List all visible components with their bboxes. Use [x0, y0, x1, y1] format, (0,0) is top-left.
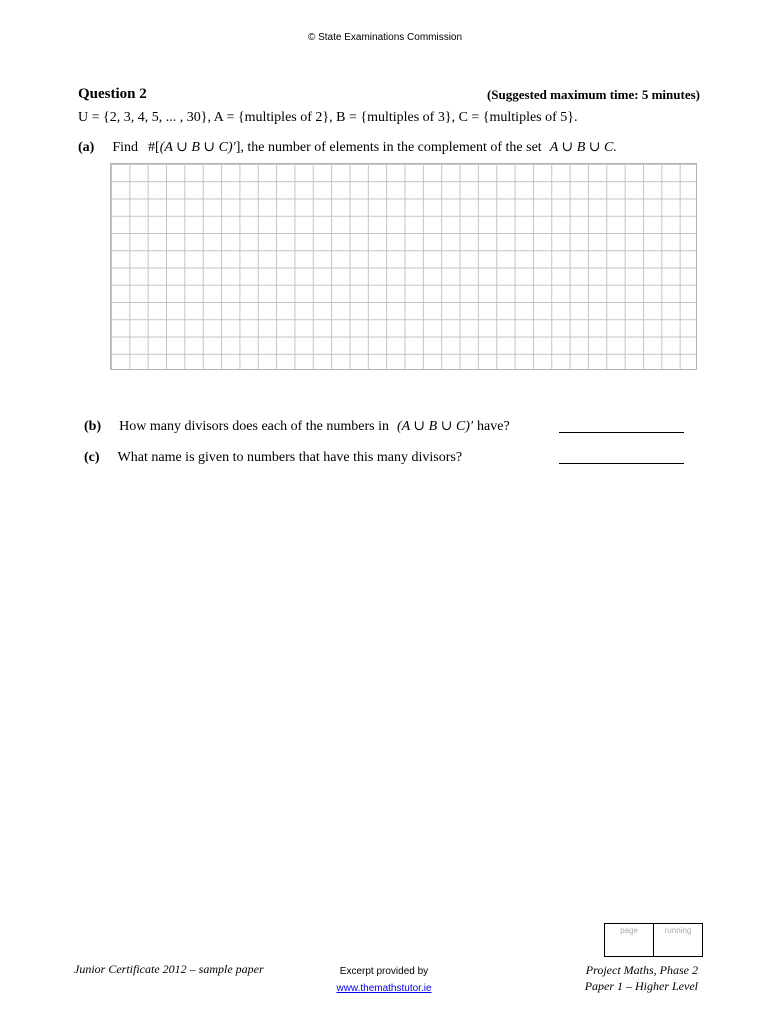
part-c-label: (c) [84, 450, 100, 465]
part-c-answer-line[interactable] [559, 463, 684, 464]
copyright-notice: © State Examinations Commission [307, 32, 463, 43]
question-title: Question 2 [78, 86, 147, 102]
part-a-find: Find [112, 140, 139, 155]
footer-credit-link[interactable]: www.themathstutor.ie [336, 983, 432, 994]
part-a-question: ], the number of elements in the complement of the set [235, 140, 542, 155]
set-definition: U = {2, 3, 4, 5, ... , 30}, A = {multiples of 2}, B = {multiples of 3}, C = {multiples of 5}. [78, 110, 578, 125]
footer-paper-level: Paper 1 – Higher Level [584, 979, 698, 993]
part-a [78, 138, 617, 156]
part-b-answer-line[interactable] [559, 432, 684, 433]
part-b-tail: have? [477, 419, 510, 434]
part-a-expr-set: (A ∪ B ∪ C)′ [159, 140, 236, 155]
part-b-label: (b) [84, 419, 102, 434]
part-a-set: A ∪ B ∪ C. [549, 140, 617, 155]
part-b [84, 417, 510, 435]
suggested-time: (Suggested maximum time: 5 minutes) [486, 87, 700, 102]
footer-credit-text: Excerpt provided by [339, 966, 429, 977]
footer-credit [306, 966, 462, 994]
footer-project-maths: Project Maths, Phase 2 [585, 963, 698, 977]
part-a-label: (a) [78, 140, 95, 155]
box-running-label: running [653, 924, 702, 956]
footer-paper-info [585, 962, 698, 994]
footer-exam-name: Junior Certificate 2012 – sample paper [74, 962, 264, 976]
box-page-label: page [620, 926, 638, 935]
part-c-text: What name is given to numbers that have this many divisors? [117, 450, 463, 465]
part-a-expr-prefix: #[ [148, 140, 160, 155]
part-b-expr: (A ∪ B ∪ C)′ [396, 419, 474, 434]
part-b-text: How many divisors does each of the numbers in [119, 419, 389, 434]
page-running-box [604, 923, 703, 957]
answer-grid[interactable] [110, 163, 697, 370]
part-c [84, 448, 462, 466]
